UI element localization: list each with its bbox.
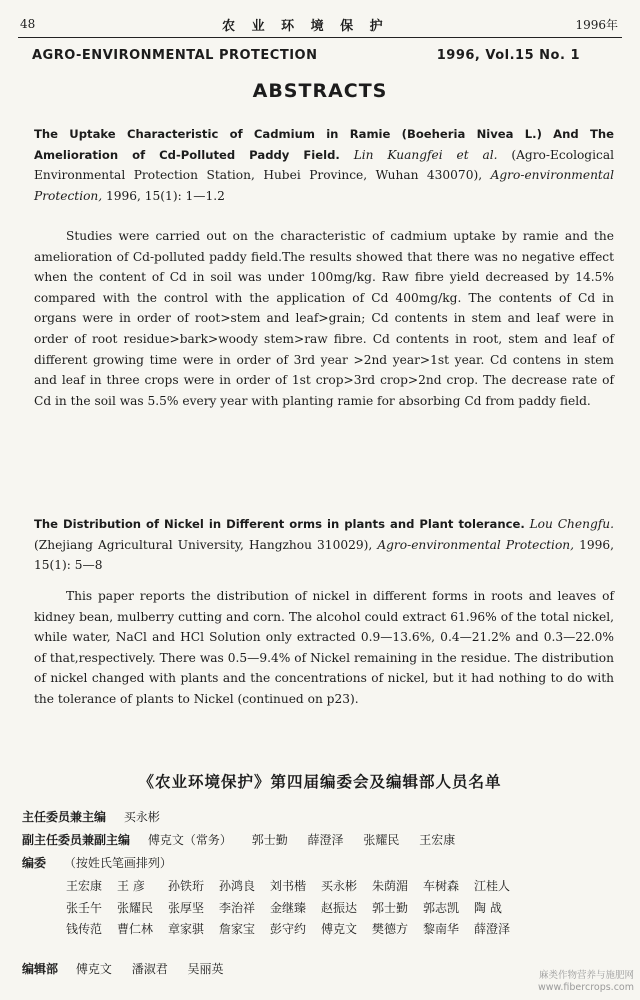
- watermark-line-2: www.fibercrops.com: [537, 982, 634, 993]
- vice-editor-name: 张耀民: [363, 833, 400, 847]
- article-1-title: The Uptake Characteristic of Cadmium in Ramie (Boeheria Nivea L.) And The Amelioration of Cd-Polluted Paddy Field.: [34, 127, 614, 162]
- member-name: 刘书楷: [270, 879, 307, 893]
- article-1-volume: 1996, 15(1): 1—1.2: [106, 188, 225, 203]
- article-2-title: The Distribution of Nickel in Different orms in plants and Plant tolerance.: [34, 517, 525, 531]
- members-header-row: [22, 852, 622, 874]
- editorial-office-row: [22, 958, 622, 980]
- member-name: 傅克文: [321, 922, 358, 936]
- member-name: 江桂人: [474, 879, 511, 893]
- journal-issue: 1996, Vol.15 No. 1: [436, 48, 580, 63]
- chief-editor-label: 主任委员兼主编: [22, 810, 107, 824]
- vice-editor-name: 傅克文（常务）: [147, 833, 232, 847]
- article-1-affiliation: (Agro-Ecological Environmental Protection Station, Hubei Province, Wuhan 430070),: [34, 147, 614, 183]
- article-2-citation: [34, 514, 614, 576]
- article-1-abstract: Studies were carried out on the characteristic of cadmium uptake by ramie and the amelioration of Cd-polluted paddy field.The results showed that there was no negative effect when the content of Cd in soil was under 100mg/kg. Raw fibre yield decreased by 14.5% compared with the control with the application of Cd 400mg/kg. The contents of Cd in organs were in order of root>stem and leaf>grain; Cd contents in stem and leaf were in order of root residue>bark>woody stem>raw fibre. Cd contents in root, stem and leaf of different growing time were in order of 3rd year >2nd year>1st year. Cd contens in stem and leaf in three crops were in order of 1st crop>3rd crop>2nd crop. The decrease rate of Cd in the soil was 5.5% every year with planting ramie for absorbing Cd from paddy field.: [34, 229, 614, 408]
- member-name: 章家骐: [168, 922, 205, 936]
- members-grid: [66, 876, 626, 941]
- member-name: 王宏康: [66, 879, 103, 893]
- member-name: 孙铁珩: [168, 879, 205, 893]
- member-name: 彭守约: [270, 922, 307, 936]
- article-1-citation: [34, 124, 614, 206]
- running-head-journal: 农 业 环 境 保 护: [222, 18, 389, 34]
- member-name: 陶 战: [474, 900, 502, 915]
- member-name: 李治祥: [219, 900, 256, 915]
- member-name: 张壬午: [66, 900, 103, 915]
- members-note: （按姓氏笔画排列）: [63, 856, 172, 870]
- article-1-authors: Lin Kuangfei et al.: [353, 147, 498, 162]
- article-2-volume: 1996, 15(1): 5—8: [34, 537, 615, 573]
- member-name: 钱传范: [66, 922, 103, 936]
- vice-editor-label: 副主任委员兼副主编: [22, 833, 131, 847]
- page-number: 48: [20, 17, 36, 31]
- member-name: 郭志凯: [423, 900, 460, 915]
- member-name: 郭士勤: [372, 900, 409, 915]
- office-name: 傅克文: [75, 962, 112, 976]
- office-name: 潘淑君: [131, 962, 168, 976]
- committee-title: 《农业环境保护》第四届编委会及编辑部人员名单: [138, 773, 502, 791]
- member-name: 朱荫湄: [372, 879, 409, 893]
- vice-editor-name: 薛澄泽: [307, 833, 344, 847]
- member-name: 曹仁林: [117, 922, 154, 936]
- article-2-abstract: This paper reports the distribution of nickel in different forms in roots and leaves of kidney bean, mulberry cutting and corn. The alcohol could extract 61.96% of the total nickel, while water, NaCl and HCl Solution only extracted 0.9—13.6%, 0.4—21.2% and 0.3—22.0% of that,respectively. There was 0.5—9.4% of Nickel remaining in the residue. The distribution of nickel changed with plants and the concentrations of nickel, but it had nothing to do with the tolerance of plants to Nickel (continued on p23).: [34, 589, 614, 706]
- running-head: [20, 14, 618, 34]
- article-2-authors: Lou Chengfu.: [529, 517, 614, 531]
- section-title: ABSTRACTS: [252, 80, 388, 102]
- running-head-year: 1996年: [575, 17, 618, 32]
- vice-editor-name: 王宏康: [419, 833, 456, 847]
- vice-editor-row: [22, 829, 622, 851]
- editorial-office-label: 编辑部: [22, 962, 59, 976]
- member-name: 王 彦: [117, 879, 145, 893]
- member-name: 黎南华: [423, 922, 460, 936]
- journal-line: [32, 48, 580, 63]
- member-name: 张耀民: [117, 900, 154, 915]
- chief-editor-name: 买永彬: [123, 810, 160, 824]
- article-1-journal-ref: Agro-environmental Protection,: [34, 168, 614, 203]
- chief-editor-row: [22, 806, 622, 828]
- member-name: 买永彬: [321, 879, 358, 893]
- members-label: 编委: [22, 856, 47, 870]
- header-rule: [18, 37, 622, 38]
- office-name: 吴丽英: [187, 962, 224, 976]
- journal-name: AGRO-ENVIRONMENTAL PROTECTION: [32, 48, 318, 63]
- article-2-affiliation: (Zhejiang Agricultural University, Hangzhou 310029),: [34, 537, 373, 552]
- member-name: 樊德方: [372, 922, 409, 936]
- watermark-line-1: 麻类作物营养与施肥网: [538, 970, 634, 981]
- member-name: 金继臻: [270, 900, 307, 915]
- site-watermark: [538, 970, 634, 994]
- member-name: 车树森: [423, 879, 460, 893]
- member-name: 孙鸿良: [219, 879, 256, 893]
- article-2-journal-ref: Agro-environmental Protection,: [377, 537, 575, 552]
- member-name: 张厚坚: [168, 900, 205, 915]
- member-name: 詹家宝: [219, 922, 256, 936]
- vice-editor-name: 郭士勤: [251, 833, 288, 847]
- member-name: 薛澄泽: [474, 922, 511, 936]
- member-name: 赵振达: [321, 900, 358, 915]
